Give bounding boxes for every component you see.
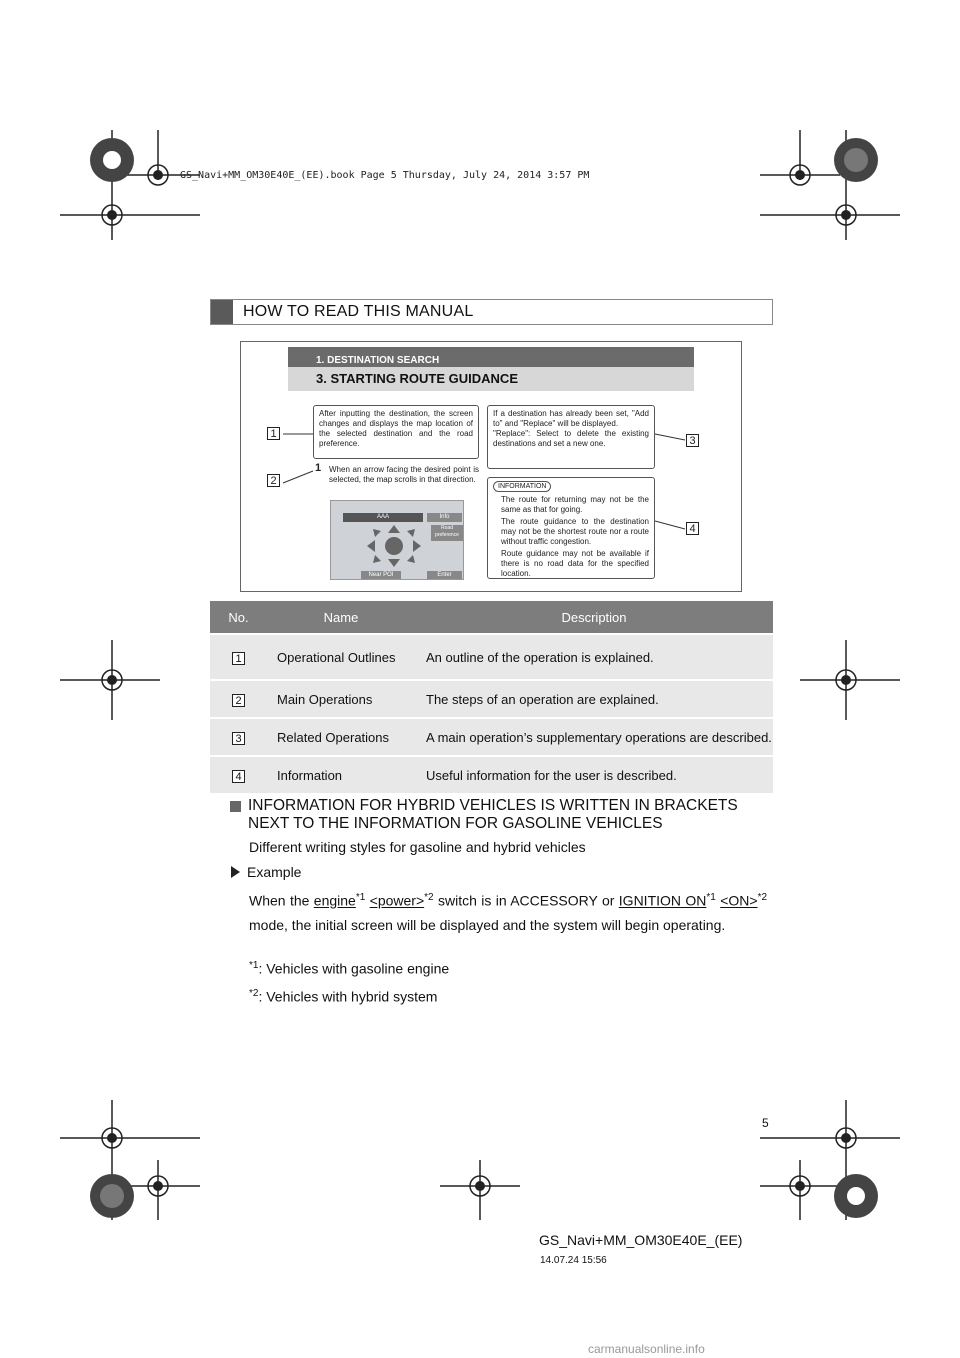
row-name: Operational Outlines: [267, 634, 416, 680]
word-ignition-on: IGNITION ON: [618, 892, 707, 909]
row-desc: Useful information for the user is described.: [416, 756, 773, 793]
step-number: 1: [315, 462, 322, 474]
table-row: [210, 718, 773, 756]
row-desc: An outline of the operation is explained.: [416, 634, 773, 680]
example-label: Example: [247, 864, 302, 880]
table-row: [210, 634, 773, 680]
footnote-1: [249, 960, 449, 977]
row-number: 4: [232, 770, 245, 783]
marker-3: 3: [686, 434, 699, 447]
row-desc: The steps of an operation are explained.: [416, 680, 773, 718]
screen-info-button: Info: [427, 513, 462, 522]
example-text: mode, the initial screen will be displayed and the system will begin operating.: [249, 916, 726, 933]
row-desc: A main operation’s supplementary operations are described.: [416, 718, 773, 756]
screen-top-label: AAA: [343, 513, 423, 522]
row-name: Related Operations: [267, 718, 416, 756]
footnote-2: [249, 988, 437, 1005]
footnote-mark: *1: [706, 892, 716, 903]
section-title-bar: [210, 299, 773, 325]
section-title: HOW TO READ THIS MANUAL: [243, 303, 474, 320]
screen-enter: Enter: [427, 571, 462, 580]
screen-near-poi: Near POI: [361, 571, 401, 580]
row-name: Main Operations: [267, 680, 416, 718]
screen-road-pref: Road preference: [431, 525, 463, 541]
word-power: <power>: [369, 892, 425, 909]
related-text-2: "Replace": Select to delete the existing destinations and set a new one.: [493, 429, 649, 448]
info-item: The route guidance to the destination may not be the shortest route nor a route without traffic congestion.: [501, 517, 649, 546]
print-info: GS_Navi+MM_OM30E40E_(EE).book Page 5 Thursday, July 24, 2014 3:57 PM: [180, 170, 590, 181]
footnote-mark: *2: [757, 892, 768, 903]
triangle-bullet-icon: [231, 866, 240, 878]
word-engine: engine: [313, 892, 356, 909]
footnote-mark: *1: [355, 892, 366, 903]
example-text: switch is in ACCESSORY or: [437, 892, 615, 909]
heading-text: INFORMATION FOR HYBRID VEHICLES IS WRITTEN IN BRACKETS NEXT TO THE INFORMATION FOR GASOLINE VEHICLES: [248, 797, 738, 832]
info-label: INFORMATION: [493, 481, 551, 492]
marker-2: 2: [267, 474, 280, 487]
note-text: : Vehicles with hybrid system: [258, 988, 438, 1005]
note-mark: *2: [249, 988, 259, 999]
row-number: 1: [232, 652, 245, 665]
watermark: carmanualsonline.info: [588, 1342, 705, 1356]
heading-square-icon: [230, 801, 241, 812]
row-number: 3: [232, 732, 245, 745]
example-line: [231, 864, 301, 880]
header-description: Description: [416, 601, 773, 634]
sample-title: 3. STARTING ROUTE GUIDANCE: [288, 367, 694, 391]
row-number: 2: [232, 694, 245, 707]
word-on: <ON>: [720, 892, 758, 909]
step-text: When an arrow facing the desired point is selected, the map scrolls in that direction.: [329, 465, 479, 484]
example-text: When the: [249, 892, 310, 909]
section-tab: [211, 300, 233, 324]
note-mark: *1: [249, 960, 259, 971]
leader-lines: [240, 341, 742, 592]
table-row: [210, 680, 773, 718]
marker-1: 1: [267, 427, 280, 440]
note-text: : Vehicles with gasoline engine: [258, 960, 450, 977]
example-paragraph: [249, 886, 767, 937]
footnote-mark: *2: [424, 892, 434, 903]
info-item: The route for returning may not be the same as that for going.: [501, 495, 649, 514]
legend-table: [210, 601, 773, 793]
header-no: No.: [210, 601, 267, 634]
sample-chapter: 1. DESTINATION SEARCH: [288, 347, 694, 367]
header-name: Name: [267, 601, 416, 634]
intro-text: Different writing styles for gasoline and hybrid vehicles: [249, 839, 586, 855]
footer-date: 14.07.24 15:56: [540, 1255, 607, 1266]
row-name: Information: [267, 756, 416, 793]
callout-outline: After inputting the destination, the screen changes and displays the map location of the selected destination and the road preference.: [313, 405, 479, 459]
marker-4: 4: [686, 522, 699, 535]
info-item: Route guidance may not be available if there is no road data for the specified location.: [501, 549, 649, 578]
footer-code: GS_Navi+MM_OM30E40E_(EE): [539, 1232, 743, 1248]
table-row: [210, 756, 773, 793]
related-text: If a destination has already been set, "Add to" and "Replace" will be displayed.: [493, 409, 649, 428]
page-number: 5: [762, 1116, 769, 1130]
